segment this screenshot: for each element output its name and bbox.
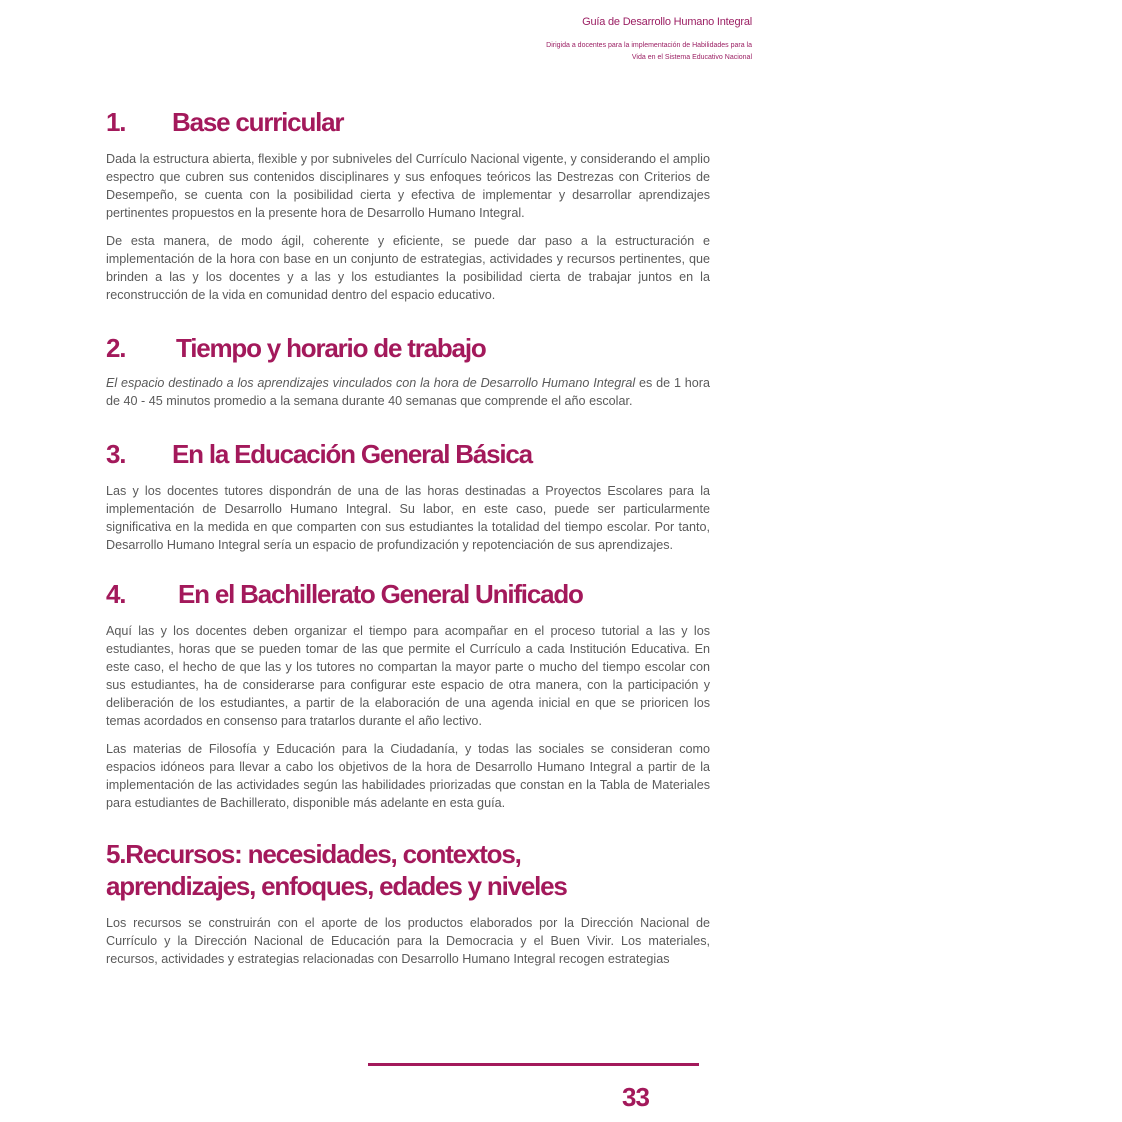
page-number: 33 <box>622 1082 649 1112</box>
page-content <box>106 106 710 968</box>
section-3-heading <box>106 438 710 470</box>
section-2-title: Tiempo y horario de trabajo <box>176 333 486 363</box>
footer-rule <box>368 1063 699 1066</box>
header-subtitle-line-1: Dirigida a docentes para la implementación de Habilidades para la <box>546 42 752 49</box>
section-5-title-line-1: 5.Recursos: necesidades, contextos, <box>106 839 521 869</box>
section-4-heading <box>106 578 710 610</box>
header-subtitle <box>546 40 752 64</box>
section-1-paragraph-2: De esta manera, de modo ágil, coherente y eficiente, se puede dar paso a la estructuración e implementación de la hora con base en un conjunto de estrategias, actividades y recursos pertinentes, que brinden a las y los docentes y a las y los estudiantes la posibilidad cierta de trabajar juntos en la reconstrucción de la vida en comunidad dentro del espacio educativo. <box>106 234 710 302</box>
section-1-title: Base curricular <box>172 107 344 137</box>
header-title: Guía de Desarrollo Humano Integral <box>582 16 752 28</box>
section-2-paragraph <box>106 374 710 410</box>
section-1-number: 1. <box>106 107 126 137</box>
section-2-number: 2. <box>106 333 126 363</box>
section-5-paragraph: Los recursos se construirán con el aporte de los productos elaborados por la Dirección Nacional de Currículo y la Dirección Nacional de Educación para la Democracia y el Buen Vivir. Los materiales, recursos, actividades y estrategias relacionadas con Desarrollo Humano Integral recogen estrategias <box>106 916 710 966</box>
section-5-heading <box>106 838 710 902</box>
section-4-paragraph-2: Las materias de Filosofía y Educación para la Ciudadanía, y todas las sociales se consideran como espacios idóneos para llevar a cabo los objetivos de la hora de Desarrollo Humano Integral a partir de la implementación de las actividades según las habilidades priorizadas que constan en la Tabla de Materiales para estudiantes de Bachillerato, disponible más adelante en esta guía. <box>106 742 710 810</box>
section-1-heading <box>106 106 710 138</box>
section-3-paragraph: Las y los docentes tutores dispondrán de una de las horas destinadas a Proyectos Escolares para la implementación de Desarrollo Humano Integral. Su labor, en este caso, puede ser particularmente significativa en la medida en que comparten con sus estudiantes la totalidad del tiempo escolar. Por tanto, Desarrollo Humano Integral sería un espacio de profundización y repotenciación de sus aprendizajes. <box>106 484 710 552</box>
section-4-title: En el Bachillerato General Unificado <box>178 579 583 609</box>
section-4-paragraph-1: Aquí las y los docentes deben organizar el tiempo para acompañar en el proceso tutorial a las y los estudiantes, horas que se pueden tomar de las que permite el Currículo a cada Institución Educativa. En este caso, el hecho de que las y los tutores no compartan la mayor parte o mucho del tiempo escolar con sus estudiantes, ha de considerarse para configurar este espacio de otra manera, con la participación y deliberación de los estudiantes, a partir de la elaboración de una agenda inicial en que se prioricen los temas acordados en consenso para tratarlos durante el año lectivo. <box>106 624 710 728</box>
section-1-paragraph-1: Dada la estructura abierta, flexible y por subniveles del Currículo Nacional vigente, y considerando el amplio espectro que cubren sus contenidos disciplinares y sus enfoques teóricos las Destrezas con Criterios de Desempeño, se cuenta con la posibilidad cierta y efectiva de implementar y desarrollar aprendizajes pertinentes propuestos en la presente hora de Desarrollo Humano Integral. <box>106 152 710 220</box>
section-2-heading <box>106 332 710 364</box>
section-4-number: 4. <box>106 579 126 609</box>
running-header <box>546 16 752 64</box>
section-3-title: En la Educación General Básica <box>172 439 532 469</box>
section-3-number: 3. <box>106 439 126 469</box>
section-2-paragraph-rest: es de 1 hora de 40 - 45 minutos promedio a la semana durante 40 semanas que comprende el año escolar. <box>106 376 710 408</box>
section-2-intro: El espacio destinado a los aprendizajes vinculados con la hora de Desarrollo Humano Integral <box>106 376 636 390</box>
header-subtitle-line-2: Vida en el Sistema Educativo Nacional <box>631 54 752 61</box>
section-5-title-line-2: aprendizajes, enfoques, edades y niveles <box>106 871 567 901</box>
